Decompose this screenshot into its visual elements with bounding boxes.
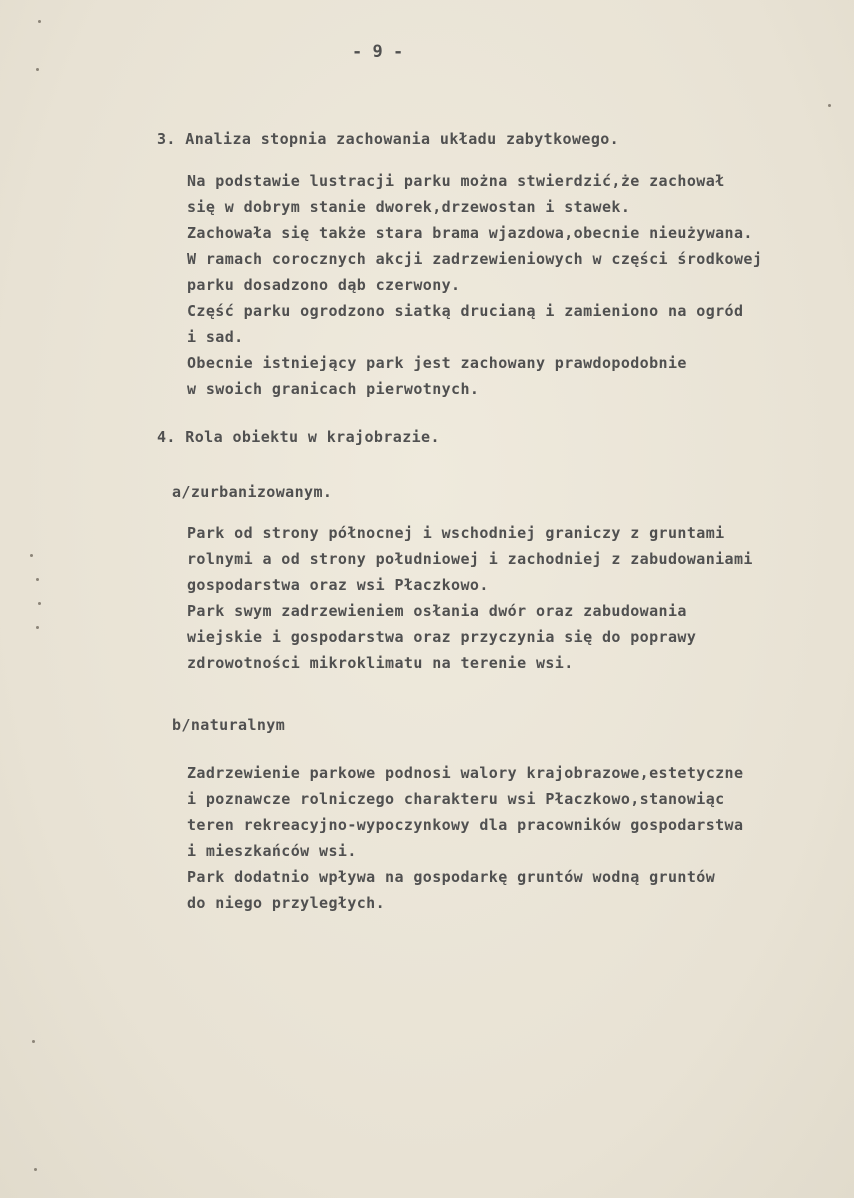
subsection-b-line: do niego przyległych. <box>187 894 386 912</box>
subsection-a-line: wiejskie i gospodarstwa oraz przyczynia się do poprawy <box>187 628 697 646</box>
section-3-line: Obecnie istniejący park jest zachowany prawdopodobnie <box>187 354 687 372</box>
subsection-a-line: Park od strony północnej i wschodniej graniczy z gruntami <box>187 524 725 542</box>
section-3-line: Część parku ogrodzono siatką drucianą i zamieniono na ogród <box>187 302 744 320</box>
section-3-line: i sad. <box>187 328 244 346</box>
subsection-a-line: gospodarstwa oraz wsi Płaczkowo. <box>187 576 489 594</box>
subsection-b-line: i poznawcze rolniczego charakteru wsi Płaczkowo,stanowiąc <box>187 790 725 808</box>
margin-mark <box>38 602 41 605</box>
margin-mark <box>30 554 33 557</box>
subsection-b-line: Zadrzewienie parkowe podnosi walory krajobrazowe,estetyczne <box>187 764 744 782</box>
section-4-heading: 4. Rola obiektu w krajobrazie. <box>157 428 440 446</box>
subsection-b-line: Park dodatnio wpływa na gospodarkę gruntów wodną gruntów <box>187 868 716 886</box>
section-3-line: Na podstawie lustracji parku można stwierdzić,że zachował <box>187 172 725 190</box>
subsection-a-line: Park swym zadrzewieniem osłania dwór oraz zabudowania <box>187 602 687 620</box>
margin-mark <box>32 1040 35 1043</box>
section-3-line: się w dobrym stanie dworek,drzewostan i stawek. <box>187 198 631 216</box>
subsection-a-line: rolnymi a od strony południowej i zachodniej z zabudowaniami <box>187 550 753 568</box>
page-number: - 9 - <box>352 42 404 62</box>
subsection-b-line: teren rekreacyjno-wypoczynkowy dla pracowników gospodarstwa <box>187 816 744 834</box>
margin-mark <box>34 1168 37 1171</box>
section-3-line: Zachowała się także stara brama wjazdowa,obecnie nieużywana. <box>187 224 753 242</box>
margin-mark <box>38 20 41 23</box>
subsection-b-line: i mieszkańców wsi. <box>187 842 357 860</box>
margin-mark <box>36 626 39 629</box>
subsection-b-label: b/naturalnym <box>172 716 286 734</box>
subsection-a-line: zdrowotności mikroklimatu na terenie wsi. <box>187 654 574 672</box>
section-3-line: w swoich granicach pierwotnych. <box>187 380 480 398</box>
subsection-a-label: a/zurbanizowanym. <box>172 483 333 501</box>
margin-mark <box>828 104 831 107</box>
margin-mark <box>36 578 39 581</box>
section-3-line: W ramach corocznych akcji zadrzewieniowych w części środkowej <box>187 250 763 268</box>
margin-mark <box>36 68 39 71</box>
section-3-line: parku dosadzono dąb czerwony. <box>187 276 461 294</box>
section-3-heading: 3. Analiza stopnia zachowania układu zabytkowego. <box>157 130 620 148</box>
